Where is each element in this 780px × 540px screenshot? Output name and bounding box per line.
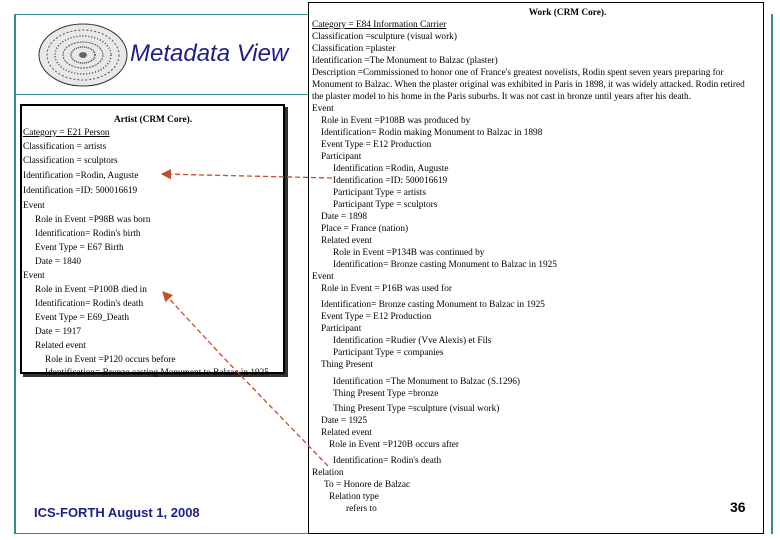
work-line: Event (312, 104, 334, 114)
artist-line: Identification= Rodin's death (35, 299, 144, 309)
work-line: Date = 1898 (321, 212, 368, 222)
work-line: Identification =The Monument to Balzac (plaster) (312, 56, 498, 66)
work-line: Participant Type = sculptors (333, 200, 438, 210)
artist-line: Role in Event =P120 occurs before (45, 355, 176, 365)
work-line: Event (312, 272, 334, 282)
work-line: Identification= Rodin making Monument to Balzac in 1898 (321, 128, 543, 138)
work-line: Related event (321, 236, 372, 246)
work-line: Identification =Rudier (Vve Alexis) et Fils (333, 336, 492, 346)
artist-line: Classification = sculptors (23, 156, 118, 166)
work-line: Thing Present Type =sculpture (visual work) (333, 404, 500, 414)
work-line: Classification =sculpture (visual work) (312, 32, 457, 42)
artist-line: Role in Event =P100B died in (35, 285, 147, 295)
work-line: Role in Event =P108B was produced by (321, 116, 471, 126)
artist-heading: Artist (CRM Core). (113, 115, 193, 125)
work-line: Identification =Rodin, Auguste (333, 164, 449, 174)
work-line: Participant Type = companies (333, 348, 444, 358)
artist-line: Classification = artists (23, 142, 107, 152)
work-line: Identification =ID: 500016619 (333, 176, 448, 186)
work-line: Thing Present (321, 360, 373, 370)
artist-line: Event Type = E69_Death (35, 313, 130, 323)
work-line: refers to (346, 504, 377, 514)
work-description: Description =Commissioned to honor one of France's greatest novelists, Rodin spent seven years preparing for Monument to Balzac. When the plaster original was exhibited in Paris in 1898, it was widely attacked. Rodin retired the plaster model to his home in the Paris suburbs. It was not cast in bronze until years after his death. (312, 68, 745, 102)
work-line: Thing Present Type =bronze (333, 389, 439, 399)
page-number: 36 (730, 499, 746, 515)
artist-line: Related event (35, 341, 86, 351)
artist-line: Date = 1917 (35, 327, 82, 337)
work-line: Identification= Bronze casting Monument to Balzac in 1925 (333, 260, 557, 270)
work-line: Related event (321, 428, 372, 438)
artist-line: Identification= Rodin's birth (35, 229, 141, 239)
artist-line: Event Type = E67 Birth (35, 243, 124, 253)
work-line: Event Type = E12 Production (321, 140, 432, 150)
artist-line: Event (23, 201, 45, 211)
work-category: Category = E84 Information Carrier (312, 20, 447, 30)
work-line: Place = France (nation) (321, 224, 409, 234)
work-line: Identification= Bronze casting Monument to Balzac in 1925 (321, 300, 545, 310)
artist-line: Date = 1840 (35, 257, 82, 267)
artist-category: Category = E21 Person (23, 128, 110, 138)
work-line: Identification= Rodin's death (333, 456, 442, 466)
work-line: Date = 1925 (321, 416, 368, 426)
work-line: Participant Type = artists (333, 188, 426, 198)
work-line: Role in Event =P134B was continued by (333, 248, 485, 258)
work-line: Participant (321, 324, 362, 334)
slide-title: Metadata View (130, 40, 289, 67)
work-line: Role in Event = P16B was used for (321, 284, 452, 294)
artist-line: Identification =Rodin, Auguste (23, 171, 139, 181)
work-heading: Work (CRM Core). (528, 8, 607, 18)
artist-line: Event (23, 271, 45, 281)
work-line: Relation (312, 468, 344, 478)
work-line: Event Type = E12 Production (321, 312, 432, 322)
arrow-participant-to-artist (162, 174, 332, 178)
work-line: Classification =plaster (312, 44, 396, 54)
arrow-rodin-death-link (163, 292, 328, 466)
artist-line: Identification= Bronze casting Monument to Balzac in 1925 (45, 368, 269, 378)
footer-text: ICS-FORTH August 1, 2008 (34, 505, 200, 520)
work-line: Participant (321, 152, 362, 162)
work-line: Relation type (329, 492, 379, 502)
work-line: Identification =The Monument to Balzac (S.1296) (333, 377, 520, 387)
artist-line: Role in Event =P98B was born (35, 215, 151, 225)
work-line: To = Honore de Balzac (324, 480, 411, 490)
artist-line: Identification =ID: 500016619 (23, 186, 138, 196)
work-line: Role in Event =P120B occurs after (329, 440, 459, 450)
